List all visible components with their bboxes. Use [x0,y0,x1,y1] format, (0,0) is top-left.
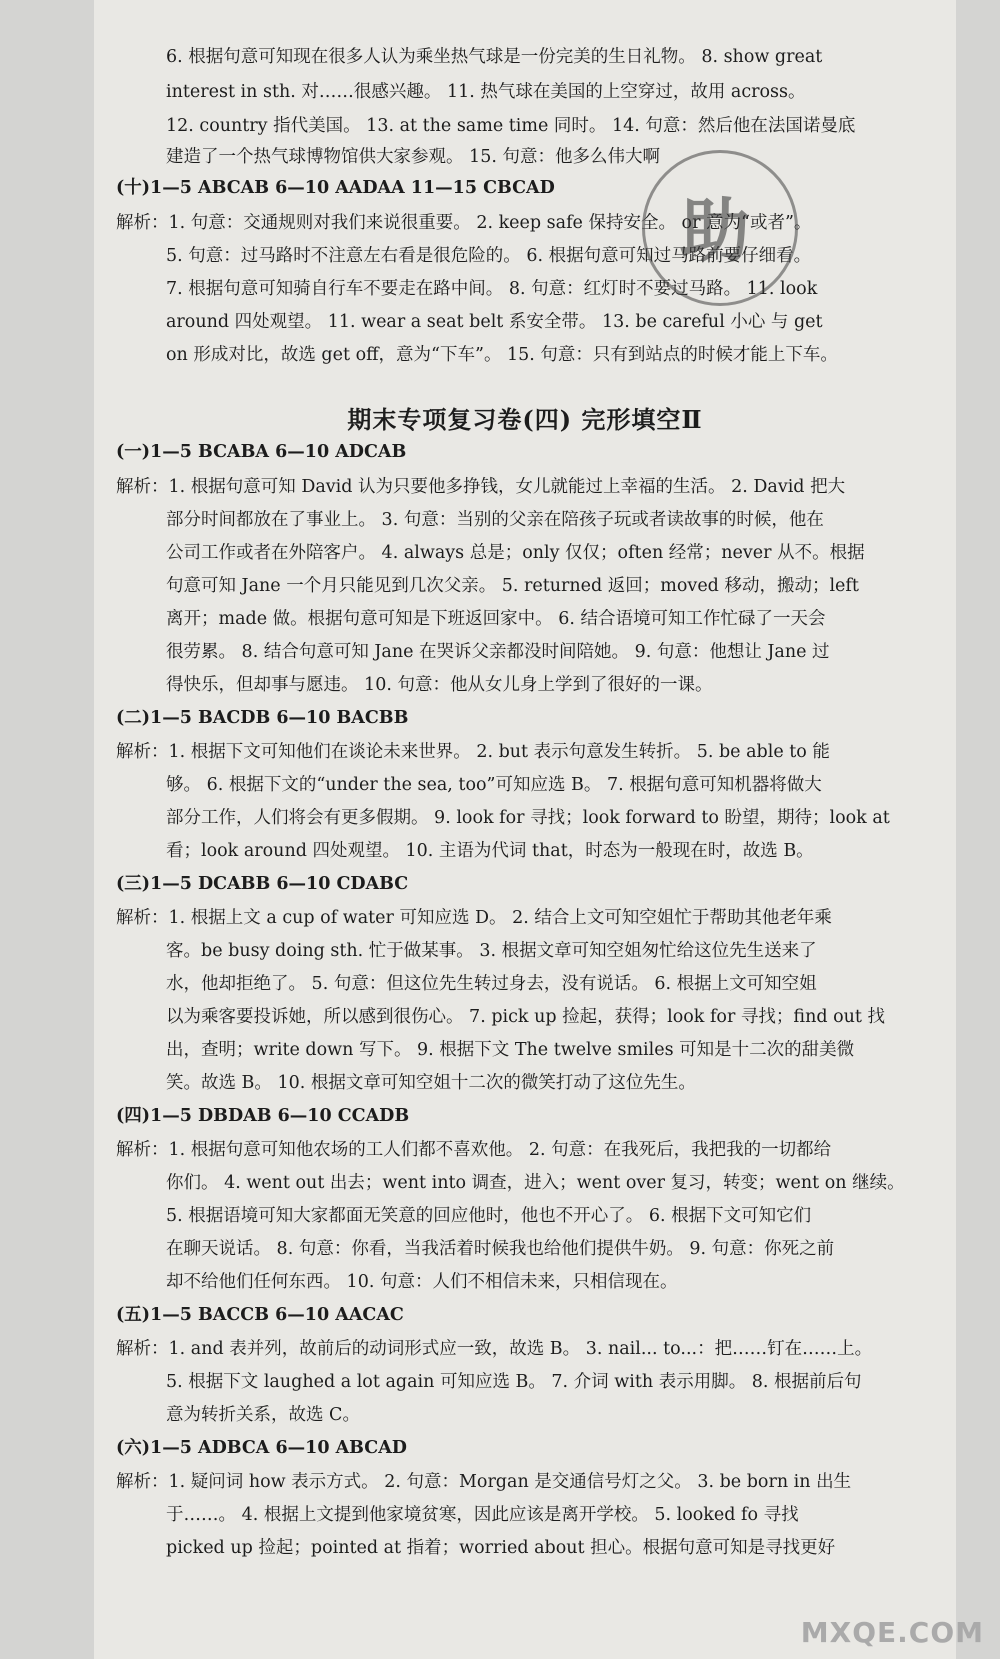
answer-key-line: (十)1—5 ABCAB 6—10 AADAA 11—15 CBCAD [116,178,555,198]
text-line: 部分工作，人们将会有更多假期。 9. look for 寻找；look forward to 盼望，期待；look at [166,808,890,828]
text-line: 句意可知 Jane 一个月只能见到几次父亲。 5. returned 返回；moved 移动，搬动；left [166,576,859,596]
text-line: 很劳累。 8. 结合句意可知 Jane 在哭诉父亲都没时间陪她。 9. 句意：他想让 Jane 过 [166,642,830,662]
text-line: 得快乐，但却事与愿违。 10. 句意：他从女儿身上学到了很好的一课。 [166,675,713,695]
text-line: on 形成对比，故选 get off，意为“下车”。 15. 句意：只有到站点的时候才能上下车。 [166,345,838,365]
text-line: 却不给他们任何东西。 10. 句意：人们不相信未来，只相信现在。 [166,1272,678,1292]
text-line: 水，他却拒绝了。 5. 句意：但这位先生转过身去，没有说话。 6. 根据上文可知空姐 [166,974,817,994]
watermark-logo: MXQE.COM [800,1616,984,1649]
section-title: 期末专项复习卷(四) 完形填空Ⅱ [347,405,703,434]
stamp-text: 助 [680,189,750,272]
text-line: 你们。 4. went out 出去；went into 调查，进入；went over 复习，转变；went on 继续。 [166,1173,905,1193]
text-line: 部分时间都放在了事业上。 3. 句意：当别的父亲在陪孩子玩或者读故事的时候，他在 [166,510,824,530]
answer-key-line: (三)1—5 DCABB 6—10 CDABC [116,874,409,894]
analysis-line: 解析：1. and 表并列，故前后的动词形式应一致，故选 B。 3. nail... to...：把……钉在……上。 [116,1339,873,1359]
text-line: 于……。 4. 根据上文提到他家境贫寒，因此应该是离开学校。 5. looked fo 寻找 [166,1505,799,1525]
text-line: 建造了一个热气球博物馆供大家参观。 15. 句意：他多么伟大啊 [166,147,660,167]
text-line: 以为乘客要投诉她，所以感到很伤心。 7. pick up 捡起，获得；look for 寻找；find out 找 [166,1007,886,1027]
text-line: 够。 6. 根据下文的“under the sea, too”可知应选 B。 7. 根据句意可知机器将做大 [166,775,822,795]
text-line: 5. 句意：过马路时不注意左右看是很危险的。 6. 根据句意可知过马路前要仔细看。 [166,246,812,266]
analysis-line: 解析：1. 根据句意可知他农场的工人们都不喜欢他。 2. 句意：在我死后，我把我的一切都给 [116,1140,832,1160]
text-line: 在聊天说话。 8. 句意：你看，当我活着时候我也给他们提供牛奶。 9. 句意：你死之前 [166,1239,835,1259]
analysis-line: 解析：1. 疑问词 how 表示方式。 2. 句意：Morgan 是交通信号灯之父。 3. be born in 出生 [116,1472,852,1492]
answer-key-line: (五)1—5 BACCB 6—10 AACAC [116,1305,404,1325]
text-line: 意为转折关系，故选 C。 [166,1405,360,1425]
text-line: 客。be busy doing sth. 忙于做某事。 3. 根据文章可知空姐匆忙给这位先生送来了 [166,941,817,961]
text-line: 6. 根据句意可知现在很多人认为乘坐热气球是一份完美的生日礼物。 8. show great [166,47,823,67]
answer-page [94,0,956,1659]
text-line: 笑。故选 B。 10. 根据文章可知空姐十二次的微笑打动了这位先生。 [166,1073,696,1093]
seal-stamp [642,150,798,306]
answer-key-line: (六)1—5 ADBCA 6—10 ABCAD [116,1438,407,1458]
answer-key-line: (二)1—5 BACDB 6—10 BACBB [116,708,409,728]
text-line: 5. 根据语境可知大家都面无笑意的回应他时，他也不开心了。 6. 根据下文可知它们 [166,1206,812,1226]
text-line: 12. country 指代美国。 13. at the same time 同时。 14. 句意：然后他在法国诺曼底 [166,116,856,136]
text-line: 出，查明；write down 写下。 9. 根据下文 The twelve smiles 可知是十二次的甜美微 [166,1040,855,1060]
analysis-line: 解析：1. 根据上文 a cup of water 可知应选 D。 2. 结合上文可知空姐忙于帮助其他老年乘 [116,908,832,928]
answer-key-line: (一)1—5 BCABA 6—10 ADCAB [116,442,407,462]
text-line: interest in sth. 对……很感兴趣。 11. 热气球在美国的上空穿过，故用 across。 [166,82,806,102]
text-line: 7. 根据句意可知骑自行车不要走在路中间。 8. 句意：红灯时不要过马路。 11. look [166,279,818,299]
text-line: 5. 根据下文 laughed a lot again 可知应选 B。 7. 介词 with 表示用脚。 8. 根据前后句 [166,1372,862,1392]
text-line: 公司工作或者在外陪客户。 4. always 总是；only 仅仅；often 经常；never 从不。根据 [166,543,865,563]
answer-key-line: (四)1—5 DBDAB 6—10 CCADB [116,1106,410,1126]
text-line: around 四处观望。 11. wear a seat belt 系安全带。 13. be careful 小心 与 get [166,312,823,332]
analysis-line: 解析：1. 根据下文可知他们在谈论未来世界。 2. but 表示句意发生转折。 5. be able to 能 [116,742,830,762]
analysis-line: 解析：1. 句意：交通规则对我们来说很重要。 2. keep safe 保持安全。 or 意为“或者”。 [116,213,812,233]
text-line: picked up 捡起；pointed at 指着；worried about 担心。根据句意可知是寻找更好 [166,1538,836,1558]
analysis-line: 解析：1. 根据句意可知 David 认为只要他多挣钱，女儿就能过上幸福的生活。 2. David 把大 [116,477,846,497]
text-line: 看；look around 四处观望。 10. 主语为代词 that，时态为一般现在时，故选 B。 [166,841,814,861]
text-line: 离开；made 做。根据句意可知是下班返回家中。 6. 结合语境可知工作忙碌了一天会 [166,609,826,629]
